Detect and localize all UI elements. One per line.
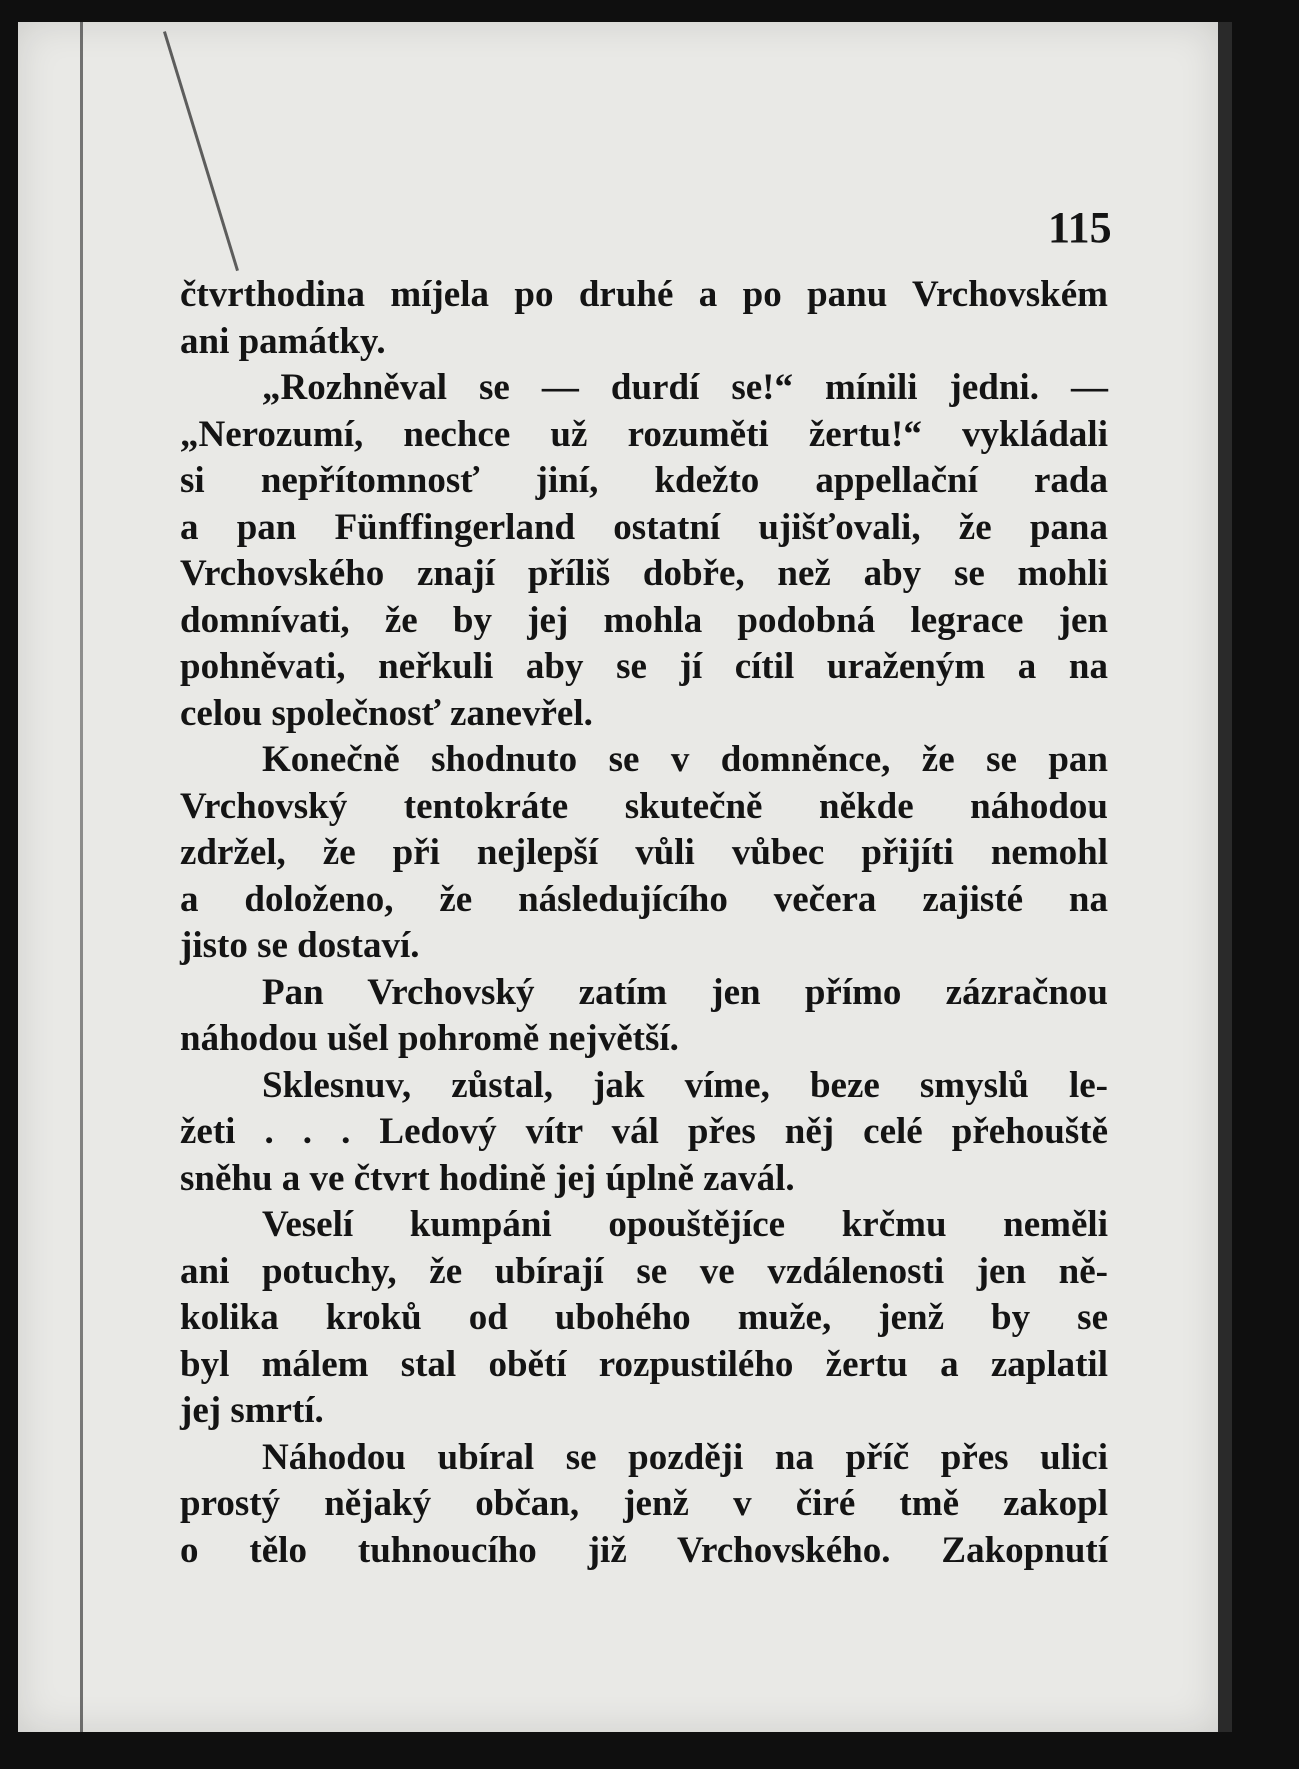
- text-line: zdržel, že při nejlepší vůli vůbec přijíti nemohl: [180, 832, 1108, 873]
- text-line: čtvrthodina míjela po druhé a po panu Vrchovském: [180, 274, 1108, 315]
- text-line: a pan Fünffingerland ostatní ujišťovali, že pana: [180, 506, 1108, 548]
- text-line: celou společnosť zanevřel.: [180, 692, 593, 734]
- text-line: žeti . . . Ledový vítr vál přes něj celé přehouště: [180, 1111, 1108, 1152]
- text-line: pohněvati, neřkuli aby se jí cítil uraženým a na: [180, 646, 1108, 687]
- book-page: [18, 22, 1232, 1732]
- text-line: byl málem stal obětí rozpustilého žertu a zaplatil: [180, 1343, 1108, 1385]
- text-line: prostý nějaký občan, jenž v čiré tmě zakopl: [180, 1483, 1108, 1524]
- text-line: sněhu a ve čtvrt hodině jej úplně zavál.: [180, 1157, 795, 1199]
- text-line: „Rozhněval se — durdí se!“ mínili jedni. —: [262, 367, 1108, 408]
- text-line: jisto se dostaví.: [180, 925, 420, 966]
- page-number: 115: [1048, 203, 1112, 252]
- text-line: Pan Vrchovský zatím jen přímo zázračnou: [262, 971, 1108, 1013]
- text-line: domnívati, že by jej mohla podobná legrace jen: [180, 599, 1108, 641]
- text-line: kolika kroků od ubohého muže, jenž by se: [180, 1297, 1108, 1338]
- text-line: „Nerozumí, nechce už rozuměti žertu!“ vykládali: [180, 413, 1108, 455]
- text-line: jej smrtí.: [180, 1390, 324, 1431]
- page-crease: [163, 31, 239, 271]
- text-line: Náhodou ubíral se později na příč přes ulici: [262, 1436, 1108, 1478]
- text-line: Vrchovský tentokráte skutečně někde náhodou: [180, 785, 1108, 827]
- text-line: ani potuchy, že ubírají se ve vzdálenosti jen ně-: [180, 1250, 1108, 1292]
- body-text: [180, 272, 1108, 1574]
- page-gutter: [80, 22, 83, 1732]
- text-line: si nepřítomnosť jiní, kdežto appellační rada: [180, 460, 1108, 501]
- text-line: Veselí kumpáni opouštějíce krčmu neměli: [262, 1204, 1108, 1245]
- text-line: Sklesnuv, zůstal, jak víme, beze smyslů le-: [262, 1064, 1108, 1106]
- text-line: a doloženo, že následujícího večera zajisté na: [180, 878, 1108, 920]
- text-line: náhodou ušel pohromě největší.: [180, 1018, 679, 1059]
- text-line: Konečně shodnuto se v domněnce, že se pan: [262, 739, 1108, 780]
- text-line: o tělo tuhnoucího již Vrchovského. Zakopnutí: [180, 1529, 1108, 1571]
- text-line: ani památky.: [180, 320, 386, 362]
- text-line: Vrchovského znají příliš dobře, než aby se mohli: [180, 553, 1108, 594]
